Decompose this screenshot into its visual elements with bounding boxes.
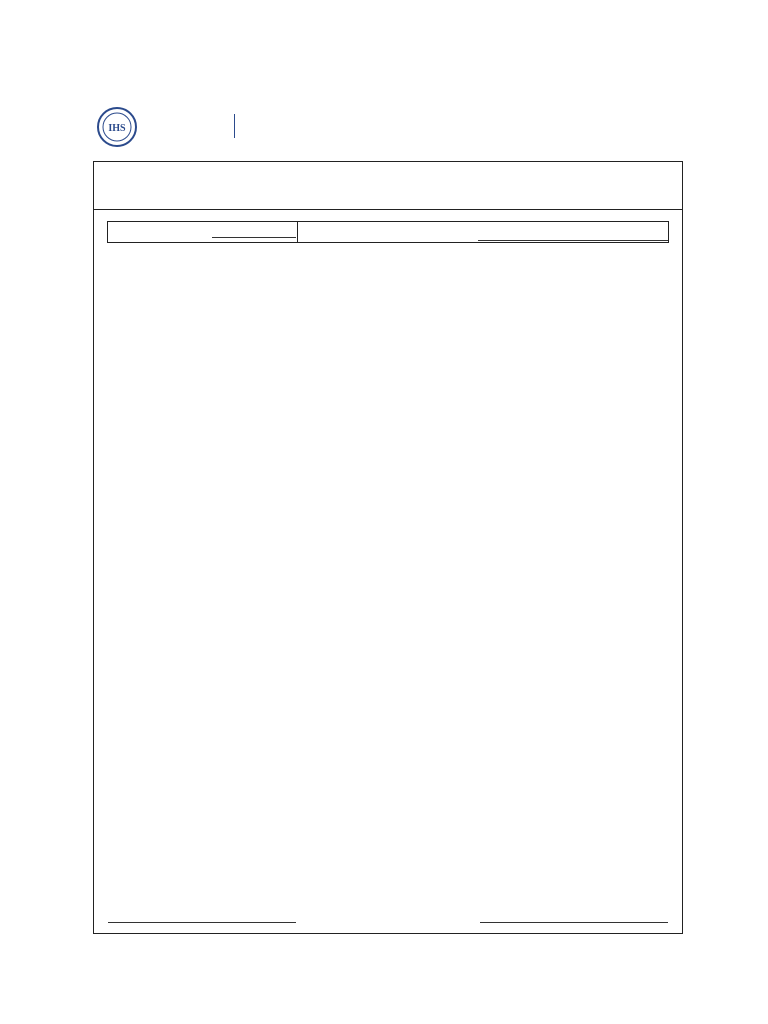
codigo-box <box>107 221 298 243</box>
reviso-line <box>480 922 668 923</box>
university-logo <box>94 106 304 148</box>
title-separator <box>93 209 683 210</box>
fecha-line <box>478 240 668 241</box>
svg-text:IHS: IHS <box>108 123 126 134</box>
university-crest-icon <box>94 106 140 148</box>
logo-divider <box>234 114 235 138</box>
form-frame <box>93 161 683 934</box>
ejecuto-line <box>108 922 296 923</box>
codigo-line <box>212 237 296 238</box>
